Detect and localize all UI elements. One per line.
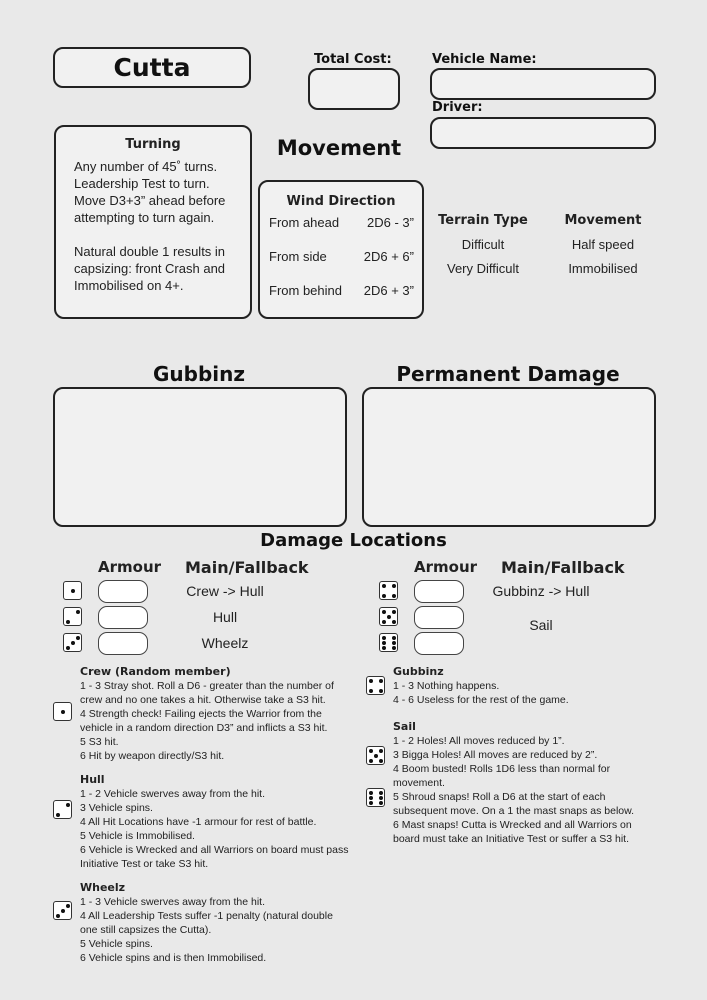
table-line: 1 - 3 Nothing happens. [393,680,500,692]
permanent-damage-box[interactable] [362,387,656,527]
armour-field[interactable] [414,580,464,603]
location-label: Hull [212,609,238,625]
table-sail [393,719,658,846]
terrain-movement-header: Movement [564,213,642,228]
armour-field[interactable] [98,580,148,603]
table-line: 4 All Hit Locations have -1 armour for rest of battle. [80,816,317,828]
vehicle-name-label: Vehicle Name: [432,52,537,67]
table-crew [80,664,352,763]
armour-header-left: Armour [98,558,162,576]
die-1-icon [53,702,72,721]
armour-header-right: Armour [414,558,478,576]
die-4-icon [379,581,398,600]
table-line: 1 - 2 Holes! All moves reduced by 1”. [393,735,565,747]
driver-field[interactable] [430,117,656,149]
gubbinz-heading: Gubbinz [152,362,246,386]
table-line: 1 - 2 Vehicle swerves away from the hit. [80,788,265,800]
location-label: Crew -> Hull [186,583,264,599]
table-line: 4 - 6 Useless for the rest of the game. [393,694,569,706]
table-line: 5 S3 hit. [80,736,119,748]
table-line: 5 Vehicle spins. [80,938,153,950]
gubbinz-box[interactable] [53,387,347,527]
table-title: Crew (Random member) [80,665,231,678]
table-gubbinz [393,664,658,707]
terrain-type: Very Difficult [446,261,519,276]
table-line: 6 Mast snaps! Cutta is Wrecked and all Warriors on board must take an Initiative Test or suffer a S3 hit. [393,819,632,845]
wind-direction-box [258,180,424,319]
table-title: Hull [80,773,105,786]
die-4-icon [366,676,385,695]
armour-field[interactable] [414,606,464,629]
wind-row [269,245,414,279]
damage-locations-heading: Damage Locations [260,530,447,551]
wind-row [269,211,414,245]
die-2-icon [53,800,72,819]
table-hull [80,772,352,871]
table-line: 3 Bigga Holes! All moves are reduced by 2”. [393,749,598,761]
main-fallback-header-right: Main/Fallback [501,558,625,577]
die-3-icon [53,901,72,920]
title-box [53,47,251,88]
turning-box [54,125,252,319]
wind-direction: From behind [269,283,342,298]
location-label: Gubbinz -> Hull [492,583,590,599]
table-line: 6 Hit by weapon directly/S3 hit. [80,750,225,762]
main-fallback-header-left: Main/Fallback [185,558,309,577]
table-line: 4 All Leadership Tests suffer -1 penalty (natural double one still capsizes the Cutta). [80,910,333,936]
wind-heading: Wind Direction [286,194,396,209]
armour-field[interactable] [98,632,148,655]
wind-row [269,279,414,313]
location-label: Sail [529,617,553,633]
table-title: Wheelz [80,881,126,894]
die-6-icon [366,788,385,807]
vehicle-name-field[interactable] [430,68,656,100]
wind-movement: 2D6 + 6” [363,249,414,264]
die-6-icon [379,633,398,652]
terrain-type-header: Terrain Type [438,213,528,228]
table-line: 6 Vehicle spins and is then Immobilised. [80,952,267,964]
turning-text: Any number of 45˚ turns. Leadership Test to turn. Move D3+3” ahead before attempting to turn again. [74,159,226,225]
die-1-icon [63,581,82,600]
table-line: 1 - 3 Stray shot. Roll a D6 - greater than the number of crew and no one takes a hit. Otherwise take a S3 hit. [80,680,334,706]
damage-tables-right [393,664,658,846]
terrain-movement: Immobilised [568,261,638,276]
armour-field[interactable] [98,606,148,629]
turning-heading: Turning [125,137,181,152]
total-cost-field[interactable] [308,68,400,110]
die-2-icon [63,607,82,626]
table-line: 1 - 3 Vehicle swerves away from the hit. [80,896,265,908]
vehicle-title: Cutta [113,53,191,82]
table-line: 4 Boom busted! Rolls 1D6 less than normal for movement. [393,763,611,789]
table-line: 4 Strength check! Failing ejects the Warrior from the vehicle in a random direction D3” and inflicts a S3 hit. [80,708,328,734]
table-line: 6 Vehicle is Wrecked and all Warriors on board must pass Initiative Test or take S3 hit. [80,844,349,870]
terrain-movement: Half speed [571,237,635,252]
table-wheelz [80,880,352,965]
driver-label: Driver: [432,100,483,115]
wind-direction: From side [269,249,327,264]
movement-heading: Movement [276,136,402,160]
location-label: Wheelz [201,635,249,651]
permanent-damage-heading: Permanent Damage [396,362,620,386]
wind-movement: 2D6 + 3” [363,283,414,298]
table-line: 5 Shroud snaps! Roll a D6 at the start of each subsequent move. On a 1 the mast snaps as below. [393,791,635,817]
total-cost-label: Total Cost: [314,52,392,67]
table-line: 5 Vehicle is Immobilised. [80,830,195,842]
terrain-type: Difficult [461,237,505,252]
armour-field[interactable] [414,632,464,655]
die-5-icon [366,746,385,765]
wind-direction: From ahead [269,215,340,230]
table-title: Sail [393,720,416,733]
table-title: Gubbinz [393,665,444,678]
die-5-icon [379,607,398,626]
wind-movement: 2D6 - 3” [367,215,414,230]
die-3-icon [63,633,82,652]
table-line: 3 Vehicle spins. [80,802,153,814]
turning-capsize-text: Natural double 1 results in capsizing: front Crash and Immobilised on 4+. [74,244,226,293]
damage-tables-left [80,664,352,965]
